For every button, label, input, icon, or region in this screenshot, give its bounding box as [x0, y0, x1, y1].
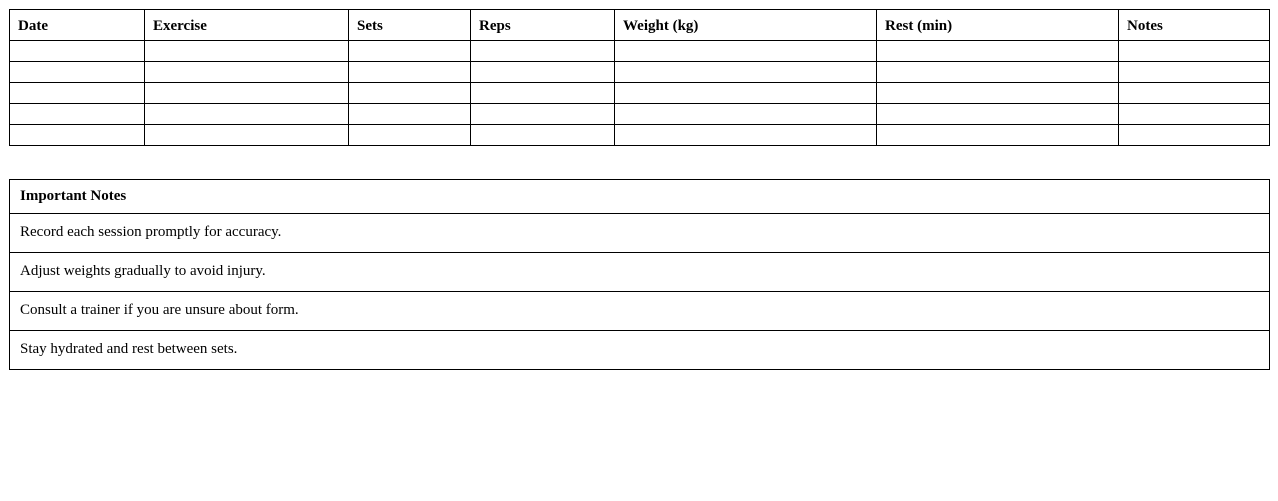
cell-rest[interactable] [877, 62, 1119, 83]
table-row [10, 104, 1270, 125]
notes-item: Consult a trainer if you are unsure about form. [10, 292, 1270, 331]
notes-header-label: Important Notes [10, 180, 1270, 214]
cell-exercise[interactable] [145, 104, 349, 125]
table-row [10, 83, 1270, 104]
cell-notes[interactable] [1119, 83, 1270, 104]
table-row [10, 125, 1270, 146]
notes-item: Adjust weights gradually to avoid injury. [10, 253, 1270, 292]
cell-weight[interactable] [615, 83, 877, 104]
cell-weight[interactable] [615, 62, 877, 83]
cell-date[interactable] [10, 41, 145, 62]
cell-rest[interactable] [877, 104, 1119, 125]
workout-log-table [9, 9, 1270, 146]
cell-weight[interactable] [615, 104, 877, 125]
cell-sets[interactable] [349, 62, 471, 83]
column-header-rest: Rest (min) [877, 10, 1119, 41]
cell-date[interactable] [10, 62, 145, 83]
cell-sets[interactable] [349, 41, 471, 62]
cell-rest[interactable] [877, 125, 1119, 146]
column-header-notes: Notes [1119, 10, 1270, 41]
cell-notes[interactable] [1119, 104, 1270, 125]
cell-weight[interactable] [615, 125, 877, 146]
cell-sets[interactable] [349, 83, 471, 104]
section-divider [9, 146, 1269, 179]
cell-reps[interactable] [471, 62, 615, 83]
notes-item: Record each session promptly for accuracy. [10, 214, 1270, 253]
column-header-date: Date [10, 10, 145, 41]
cell-notes[interactable] [1119, 41, 1270, 62]
cell-rest[interactable] [877, 41, 1119, 62]
cell-reps[interactable] [471, 104, 615, 125]
cell-exercise[interactable] [145, 62, 349, 83]
table-row [10, 62, 1270, 83]
cell-reps[interactable] [471, 41, 615, 62]
important-notes-table [9, 179, 1270, 370]
cell-exercise[interactable] [145, 125, 349, 146]
cell-notes[interactable] [1119, 125, 1270, 146]
column-header-exercise: Exercise [145, 10, 349, 41]
table-header-row [10, 10, 1270, 41]
column-header-reps: Reps [471, 10, 615, 41]
cell-weight[interactable] [615, 41, 877, 62]
cell-sets[interactable] [349, 125, 471, 146]
cell-sets[interactable] [349, 104, 471, 125]
notes-row [10, 292, 1270, 331]
column-header-sets: Sets [349, 10, 471, 41]
column-header-weight: Weight (kg) [615, 10, 877, 41]
cell-date[interactable] [10, 104, 145, 125]
table-row [10, 41, 1270, 62]
cell-notes[interactable] [1119, 62, 1270, 83]
cell-exercise[interactable] [145, 83, 349, 104]
cell-date[interactable] [10, 125, 145, 146]
cell-reps[interactable] [471, 83, 615, 104]
notes-item: Stay hydrated and rest between sets. [10, 331, 1270, 370]
notes-header-row [10, 180, 1270, 214]
notes-row [10, 253, 1270, 292]
cell-exercise[interactable] [145, 41, 349, 62]
cell-rest[interactable] [877, 83, 1119, 104]
notes-row [10, 331, 1270, 370]
notes-row [10, 214, 1270, 253]
cell-reps[interactable] [471, 125, 615, 146]
cell-date[interactable] [10, 83, 145, 104]
